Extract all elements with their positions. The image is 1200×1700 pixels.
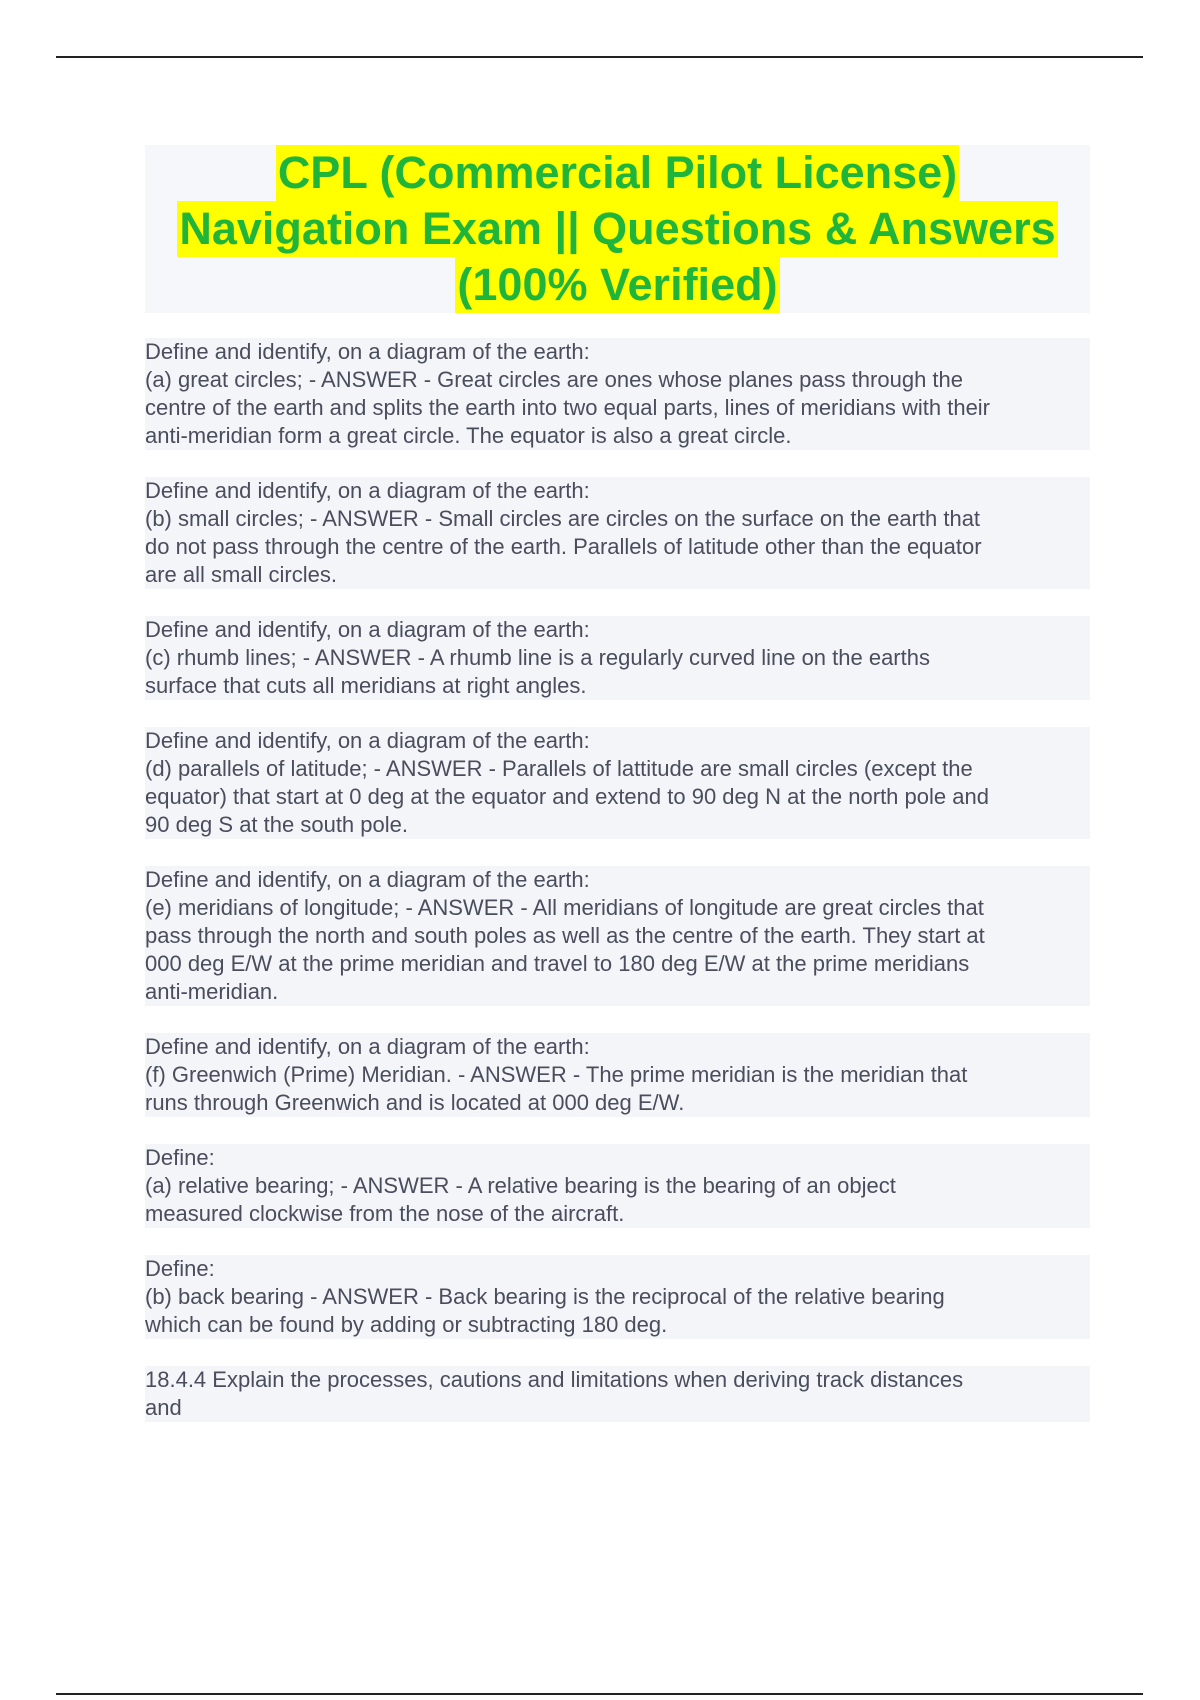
qa-list (145, 338, 1090, 1449)
qa-item (145, 477, 1090, 589)
document-title (145, 145, 1090, 313)
qa-text: 18.4.4 Explain the processes, cautions and limitations when deriving track distances and (145, 1366, 1090, 1422)
qa-text: (f) Greenwich (Prime) Meridian. - ANSWER - The prime meridian is the meridian that runs through Greenwich and is located at 000 deg E/W. (145, 1061, 1090, 1117)
qa-item (145, 338, 1090, 450)
qa-text: (a) great circles; - ANSWER - Great circles are ones whose planes pass through the centre of the earth and splits the earth into two equal parts, lines of meridians with their anti-meridian form a great circle. The equator is also a great circle. (145, 366, 1090, 450)
qa-prompt: Define and identify, on a diagram of the earth: (145, 866, 1090, 894)
title-line-1 (145, 145, 1090, 201)
qa-text: (d) parallels of latitude; - ANSWER - Parallels of lattitude are small circles (except the equator) that start at 0 deg at the equator and extend to 90 deg N at the north pole and 90 deg S at the south pole. (145, 755, 1090, 839)
qa-prompt: Define: (145, 1255, 1090, 1283)
qa-text: (e) meridians of longitude; - ANSWER - All meridians of longitude are great circles that pass through the north and south poles as well as the centre of the earth. They start at 000 deg E/W at the prime meridian and travel to 180 deg E/W at the prime meridians anti-meridian. (145, 894, 1090, 1006)
qa-prompt: Define and identify, on a diagram of the earth: (145, 1033, 1090, 1061)
top-rule (56, 56, 1143, 58)
bottom-rule (56, 1693, 1143, 1695)
qa-prompt: Define: (145, 1144, 1090, 1172)
title-line-3-text: (100% Verified) (455, 257, 779, 313)
title-line-3 (145, 257, 1090, 313)
qa-text: (c) rhumb lines; - ANSWER - A rhumb line is a regularly curved line on the earths surface that cuts all meridians at right angles. (145, 644, 1090, 700)
title-line-1-text: CPL (Commercial Pilot License) (276, 145, 959, 201)
qa-item (145, 1255, 1090, 1339)
qa-prompt: Define and identify, on a diagram of the earth: (145, 477, 1090, 505)
qa-prompt: Define and identify, on a diagram of the earth: (145, 338, 1090, 366)
qa-prompt: Define and identify, on a diagram of the earth: (145, 727, 1090, 755)
qa-item (145, 866, 1090, 1006)
title-line-2 (145, 201, 1090, 257)
qa-item (145, 1144, 1090, 1228)
qa-item (145, 727, 1090, 839)
qa-text: (b) back bearing - ANSWER - Back bearing is the reciprocal of the relative bearing which can be found by adding or subtracting 180 deg. (145, 1283, 1090, 1339)
qa-item (145, 616, 1090, 700)
qa-item (145, 1366, 1090, 1422)
qa-item (145, 1033, 1090, 1117)
qa-prompt: Define and identify, on a diagram of the earth: (145, 616, 1090, 644)
title-line-2-text: Navigation Exam || Questions & Answers (177, 201, 1057, 257)
qa-text: (b) small circles; - ANSWER - Small circles are circles on the surface on the earth that do not pass through the centre of the earth. Parallels of latitude other than the equator are all small circles. (145, 505, 1090, 589)
qa-text: (a) relative bearing; - ANSWER - A relative bearing is the bearing of an object measured clockwise from the nose of the aircraft. (145, 1172, 1090, 1228)
